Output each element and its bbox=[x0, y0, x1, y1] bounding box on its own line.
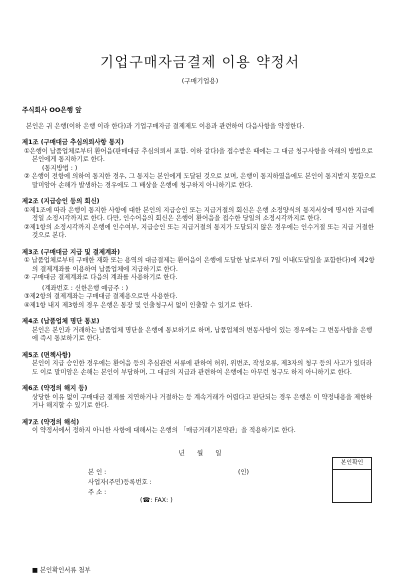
article-1-title: 제1조 (구매대금 추심의뢰사항 통지) bbox=[22, 139, 124, 146]
document-subtitle: (구매기업용) bbox=[181, 77, 219, 85]
article-3-item-4: ④제1항 내지 제3항의 경우 은행은 통장 및 인출청구서 없이 인출할 수 있기로 한다. bbox=[24, 301, 253, 309]
article-3-item-1: ① 납품업체로부터 구매한 재화 또는 용역의 대금결제는 환어음이 은행에 도달한 날로부터 7일 이내(도달일을 포함한다)에 제2항의 결제계좌를 이용하여 납품업체에 지급하기로 한다. bbox=[24, 257, 375, 273]
signer-name-label: 본 인 : bbox=[88, 468, 107, 476]
document-title: 기업구매자금결제 이용 약정서 bbox=[100, 55, 300, 71]
notice-method-line: (통지방법 : ) bbox=[42, 164, 78, 172]
article-7 bbox=[22, 419, 378, 436]
article-5 bbox=[22, 352, 378, 378]
article-2 bbox=[22, 198, 378, 241]
article-2-title: 제2조 (지급승인 등의 회신) bbox=[22, 198, 100, 205]
address-row: 주 소 : bbox=[88, 488, 107, 496]
article-2-item-1: ①제1조에 따라 은행이 통지한 사항에 대한 본인의 지급승인 또는 지급거절의 회신은 은행 소정양식의 통지서상에 명시한 지급예정일 소정시각까지로 한다. 다만, 인수어음의 회신은 은행이 환어음을 접수한 당일의 소정시각까지로 한다. bbox=[24, 206, 374, 222]
article-6-title: 제6조 (약정의 해지 등) bbox=[22, 385, 88, 392]
article-4-text: 본인은 본인과 거래하는 납품업체 명단을 은행에 통보하기로 하며, 납품업체의 변동사항이 있는 경우에는 그 변동사항을 은행에 즉시 통보하기로 한다. bbox=[32, 326, 373, 342]
attachment-note: ■ 본인확인서류 첨부 bbox=[32, 567, 91, 574]
signer-name-row bbox=[88, 467, 249, 476]
recipient-line: 주식회사 OO은행 앞 bbox=[22, 106, 82, 114]
intro-paragraph: 본인은 귀 은행(이하 은행 이라 한다)과 기업구매자금 결제제도 이용과 관련하여 다음사항을 약정한다. bbox=[26, 123, 305, 130]
article-6-text: 상당한 이유 없이 구매대금 결제를 지연하거나 거절하는 등 계속거래가 어렵다고 판단되는 경우 은행은 이 약정내용을 제한하거나 해지할 수 있기로 한다. bbox=[32, 393, 373, 409]
contact-row: (☎: FAX: ) bbox=[140, 496, 173, 504]
article-1-item-1: ①은행이 납품업체로부터 환어음(판매대금 추심의뢰서 포함. 이하 같다)을 접수받은 때에는 그 대금 청구사항을 아래의 방법으로 본인에게 통지하기로 한다. bbox=[24, 147, 373, 163]
article-7-text: 이 약정서에서 정하지 아니한 사항에 대해서는 은행의 「매금거래기본약관」을 적용하기로 한다. bbox=[32, 427, 296, 434]
date-line: 년 월 일 bbox=[178, 448, 222, 457]
article-4-title: 제4조 (납품업체 명단 통보) bbox=[22, 318, 100, 325]
seal-mark: (인) bbox=[238, 468, 249, 476]
identity-check-label: 본인확인 bbox=[333, 458, 371, 470]
article-1 bbox=[22, 139, 378, 190]
article-4 bbox=[22, 318, 378, 344]
bank-account-line: (계좌번호 : 신한은행 예금주 : ) bbox=[42, 284, 129, 292]
article-6 bbox=[22, 385, 378, 411]
bizno-row: 사업자(주민)등록번호 : bbox=[88, 478, 152, 486]
signature-block bbox=[22, 459, 378, 513]
article-3-title: 제3조 (구매대금 지급 및 결제계좌) bbox=[22, 248, 120, 256]
article-2-item-2: ②제1항의 소정시각까지 은행에 인수여부, 지급승인 또는 지급거절의 통지가 도달되지 않은 경우에는 인수거절 또는 지급 거절한 것으로 본다. bbox=[24, 223, 374, 239]
article-1-item-2: ② 은행이 전항에 의하여 통지한 경우, 그 통지는 본인에게 도달된 것으로 보며, 은행이 통지하였음에도 본인이 통지받지 못함으로 말미암아 손해가 발생하는 경우에도 그 배상을 은행에 청구하지 아니하기로 한다. bbox=[24, 173, 376, 189]
article-5-text: 본인이 지급 승인한 경우에는 환어음 등의 추심관련 서류에 관하여 허위, 위변조, 작성오류, 제3자의 청구 등의 사고가 있더라도 이로 말미암은 손해는 본인이 부담하며, 그 대금의 지급과 관련하여 은행에는 아무런 청구도 하지 아니하기로 한다. bbox=[32, 360, 373, 376]
article-3-item-3: ③제2항의 결제계좌는 구매대금 결제용으로만 사용한다. bbox=[24, 293, 178, 300]
identity-check-box bbox=[332, 457, 372, 503]
article-7-title: 제7조 (약정의 해석) bbox=[22, 418, 80, 426]
article-5-title: 제5조 (면책사항) bbox=[22, 351, 71, 359]
article-3-item-2: ② 구매대금 결제계좌로 다음의 계좌를 사용하기로 한다. bbox=[24, 274, 178, 281]
article-3 bbox=[22, 249, 378, 311]
